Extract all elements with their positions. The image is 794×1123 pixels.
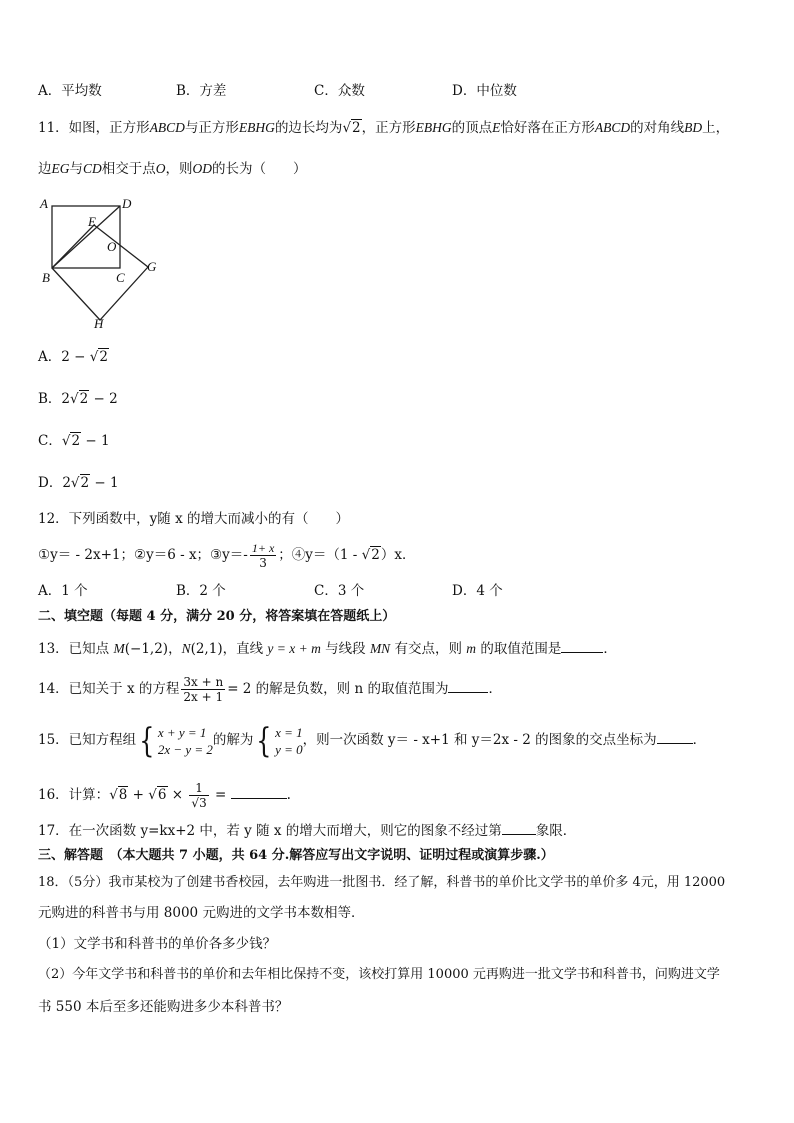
q12-option-a: A．1 个	[38, 583, 88, 599]
q11-cd: CD	[83, 161, 102, 176]
q11-option-a	[38, 347, 109, 367]
option-prefix: B．	[38, 391, 62, 407]
option-tail: − 1	[90, 475, 119, 491]
q15-solution	[275, 724, 303, 758]
q11-option-b	[38, 389, 118, 409]
q12-option-c: C．3 个	[314, 583, 365, 599]
option-sqrt: √2	[70, 391, 89, 407]
q13-text: ，直线	[222, 641, 268, 657]
q13-var-m: m	[466, 641, 477, 656]
q14	[38, 674, 502, 704]
q11-text: 与	[69, 161, 83, 177]
option-text: 2	[61, 391, 71, 407]
option-sqrt: √2	[70, 475, 90, 491]
q15-text: 的解为	[212, 732, 254, 748]
q18-sub2-line2: 书 550 本后至多还能购进多少本科普书？	[38, 999, 289, 1015]
q16-sqrt8: √8	[109, 787, 128, 803]
brace-icon: {	[139, 720, 155, 761]
q11-ebhg: EBHG	[238, 120, 275, 135]
q12-sqrt: √2	[361, 547, 380, 563]
answer-blank[interactable]	[231, 784, 287, 799]
q16-fraction	[189, 781, 208, 810]
q13-line-equation: y = x + m	[267, 641, 321, 656]
label-d: D	[122, 196, 132, 211]
fraction-numerator: 1+ x	[251, 541, 275, 555]
option-text: 2 −	[61, 349, 90, 365]
q13-text: 的取值范围是	[476, 641, 562, 657]
q18-line2: 元购进的科普书与用 8000 元购进的文学书本数相等．	[38, 905, 365, 921]
q18-sub1: （1）文学书和科普书的单价各多少钱？	[38, 936, 277, 952]
q11-eg: EG	[51, 161, 70, 176]
option-tail: − 2	[89, 391, 118, 407]
system-eq-1: x + y = 1	[157, 724, 207, 740]
q12-option-b: B．2 个	[176, 583, 226, 599]
q13-point-m: M	[113, 641, 125, 656]
q16-operator: ×	[167, 787, 188, 803]
q13-n-coord: (2,1)	[190, 641, 223, 657]
q14-fraction	[181, 675, 225, 704]
q16-operator: +	[128, 787, 149, 803]
q13-segment-mn: MN	[369, 641, 391, 656]
q16-end: .	[286, 787, 291, 803]
answer-blank[interactable]	[502, 820, 536, 835]
fraction-numerator: 3x + n	[183, 675, 224, 689]
q10-option-b: B．方差	[176, 83, 227, 99]
option-prefix: D．	[38, 475, 63, 491]
q12-function-text: ；④y＝（1 -	[278, 547, 362, 563]
q13	[38, 638, 617, 659]
option-radicand: 2	[71, 433, 81, 449]
q11-option-d	[38, 473, 119, 493]
label-h: H	[94, 316, 104, 331]
q11-sqrt2: √2	[342, 120, 361, 136]
label-e: E	[88, 214, 96, 229]
q15-end: ．	[692, 732, 707, 748]
q16-text: 16．计算：	[38, 787, 110, 803]
q11-abcd: ABCD	[594, 120, 631, 135]
q12-radicand: 2	[371, 547, 380, 563]
solution-x: x = 1	[275, 724, 303, 740]
option-sqrt: √2	[89, 349, 108, 365]
option-prefix: A．	[38, 349, 62, 365]
answer-blank[interactable]	[657, 729, 693, 744]
q11-bd: BD	[684, 120, 703, 135]
solution-y: y = 0	[275, 741, 303, 757]
q11-text: 与正方形	[184, 120, 239, 136]
q11-option-c	[38, 431, 110, 451]
option-radicand: 2	[80, 475, 90, 491]
q12-stem: 12．下列函数中，y随 x 的增大而减小的有（ ）	[38, 511, 350, 527]
q11-abcd: ABCD	[149, 120, 185, 135]
q16-sqrt6: √6	[148, 787, 167, 803]
option-radicand: 2	[99, 349, 108, 365]
label-o: O	[107, 239, 117, 254]
q11-text: 相交于点	[101, 161, 156, 177]
square-ebhg	[52, 225, 148, 320]
label-b: B	[42, 270, 50, 285]
section3-title: 三、解答题 （本大题共 7 小题，共 64 分.解答应写出文字说明、证明过程或演算步骤.）	[38, 848, 554, 863]
q13-text: ，	[168, 641, 182, 657]
q12-fraction	[250, 541, 276, 570]
radicand: 6	[157, 787, 167, 803]
fraction-denominator: √3	[191, 796, 207, 810]
q11-text: 恰好落在正方形	[500, 120, 595, 136]
fraction-numerator: 1	[189, 781, 208, 796]
q11-figure	[34, 192, 164, 332]
q13-m-coord: (−1,2)	[124, 641, 169, 657]
q17-text: 象限．	[535, 823, 577, 839]
option-prefix: C．	[38, 433, 62, 449]
q16-equals: =	[210, 787, 231, 803]
q11-od: OD	[192, 161, 213, 176]
q13-text: 13．已知点	[38, 641, 114, 657]
radicand: 8	[118, 787, 128, 803]
q15-text: 15．已知方程组	[38, 732, 137, 748]
q12-function-text: ①y＝ - 2x+1；②y＝6 - x；③y＝-	[38, 547, 248, 563]
q14-text: 14．已知关于 x 的方程	[38, 681, 180, 697]
q11-stem-line1	[38, 118, 729, 138]
fraction-denominator: 3	[259, 556, 267, 570]
q16	[38, 778, 291, 812]
q13-text: 与线段	[320, 641, 370, 657]
system-eq-2: 2x − y = 2	[157, 741, 213, 757]
q11-point-e: E	[492, 120, 501, 135]
q11-sqrt2-radicand: 2	[352, 120, 361, 136]
q12-function-text: ）x．	[380, 547, 416, 563]
option-text: 2	[62, 475, 71, 491]
option-tail: − 1	[81, 433, 110, 449]
q11-text: 上，	[702, 120, 730, 136]
q11-text: ，正方形	[361, 120, 416, 136]
q18-sub2-line1: （2）今年文学书和科普书的单价和去年相比保持不变，该校打算用 10000 元再购进一批文学书和科普书，问购进文学	[38, 967, 720, 982]
q15	[38, 718, 706, 762]
q13-end: ．	[603, 641, 617, 657]
q14-end: ．	[488, 681, 502, 697]
q11-text: 边	[38, 161, 52, 177]
option-sqrt: √2	[61, 433, 81, 449]
answer-blank[interactable]	[448, 678, 488, 693]
q11-text: 的对角线	[630, 120, 685, 136]
q13-text: 有交点，则	[390, 641, 467, 657]
section2-title: 二、填空题（每题 4 分，满分 20 分，将答案填在答题纸上）	[38, 609, 396, 624]
q11-ebhg: EBHG	[415, 120, 452, 135]
q15-system	[158, 724, 213, 758]
q11-stem-line2	[38, 159, 307, 179]
q17-text: 17．在一次函数 y=kx+2 中，若 y 随 x 的增大而增大，则它的图象不经过第	[38, 823, 502, 839]
q11-text: 11．如图，正方形	[38, 120, 150, 136]
label-g: G	[147, 259, 157, 274]
q15-text: ，则一次函数 y＝ - x+1 和 y＝2x - 2 的图象的交点坐标为	[302, 732, 657, 748]
answer-blank[interactable]	[561, 638, 603, 653]
q14-text: = 2 的解是负数，则 n 的取值范围为	[227, 681, 449, 697]
q13-point-n: N	[181, 641, 191, 656]
q10-option-a: A．平均数	[38, 83, 102, 99]
fraction-denominator: 2x + 1	[183, 690, 224, 704]
radicand: 3	[199, 796, 207, 810]
q11-text: 的顶点	[451, 120, 493, 136]
q12-functions	[38, 540, 415, 570]
label-a: A	[40, 196, 48, 211]
label-c: C	[116, 270, 125, 285]
q11-text: ，则	[165, 161, 193, 177]
q11-text: 的长为（ ）	[212, 161, 307, 177]
q10-option-c: C．众数	[314, 83, 365, 99]
q11-text: 的边长均为	[274, 120, 343, 136]
q11-point-o: O	[155, 161, 166, 176]
option-radicand: 2	[79, 391, 89, 407]
q12-option-d: D．4 个	[452, 583, 503, 599]
brace-icon: {	[256, 720, 272, 761]
q17	[38, 820, 576, 841]
q18-line1: 18．（5分）我市某校为了创建书香校园，去年购进一批图书．经了解，科普书的单价比文学书的单价多 4元，用 12000	[38, 875, 726, 890]
q10-option-d: D．中位数	[452, 83, 517, 99]
